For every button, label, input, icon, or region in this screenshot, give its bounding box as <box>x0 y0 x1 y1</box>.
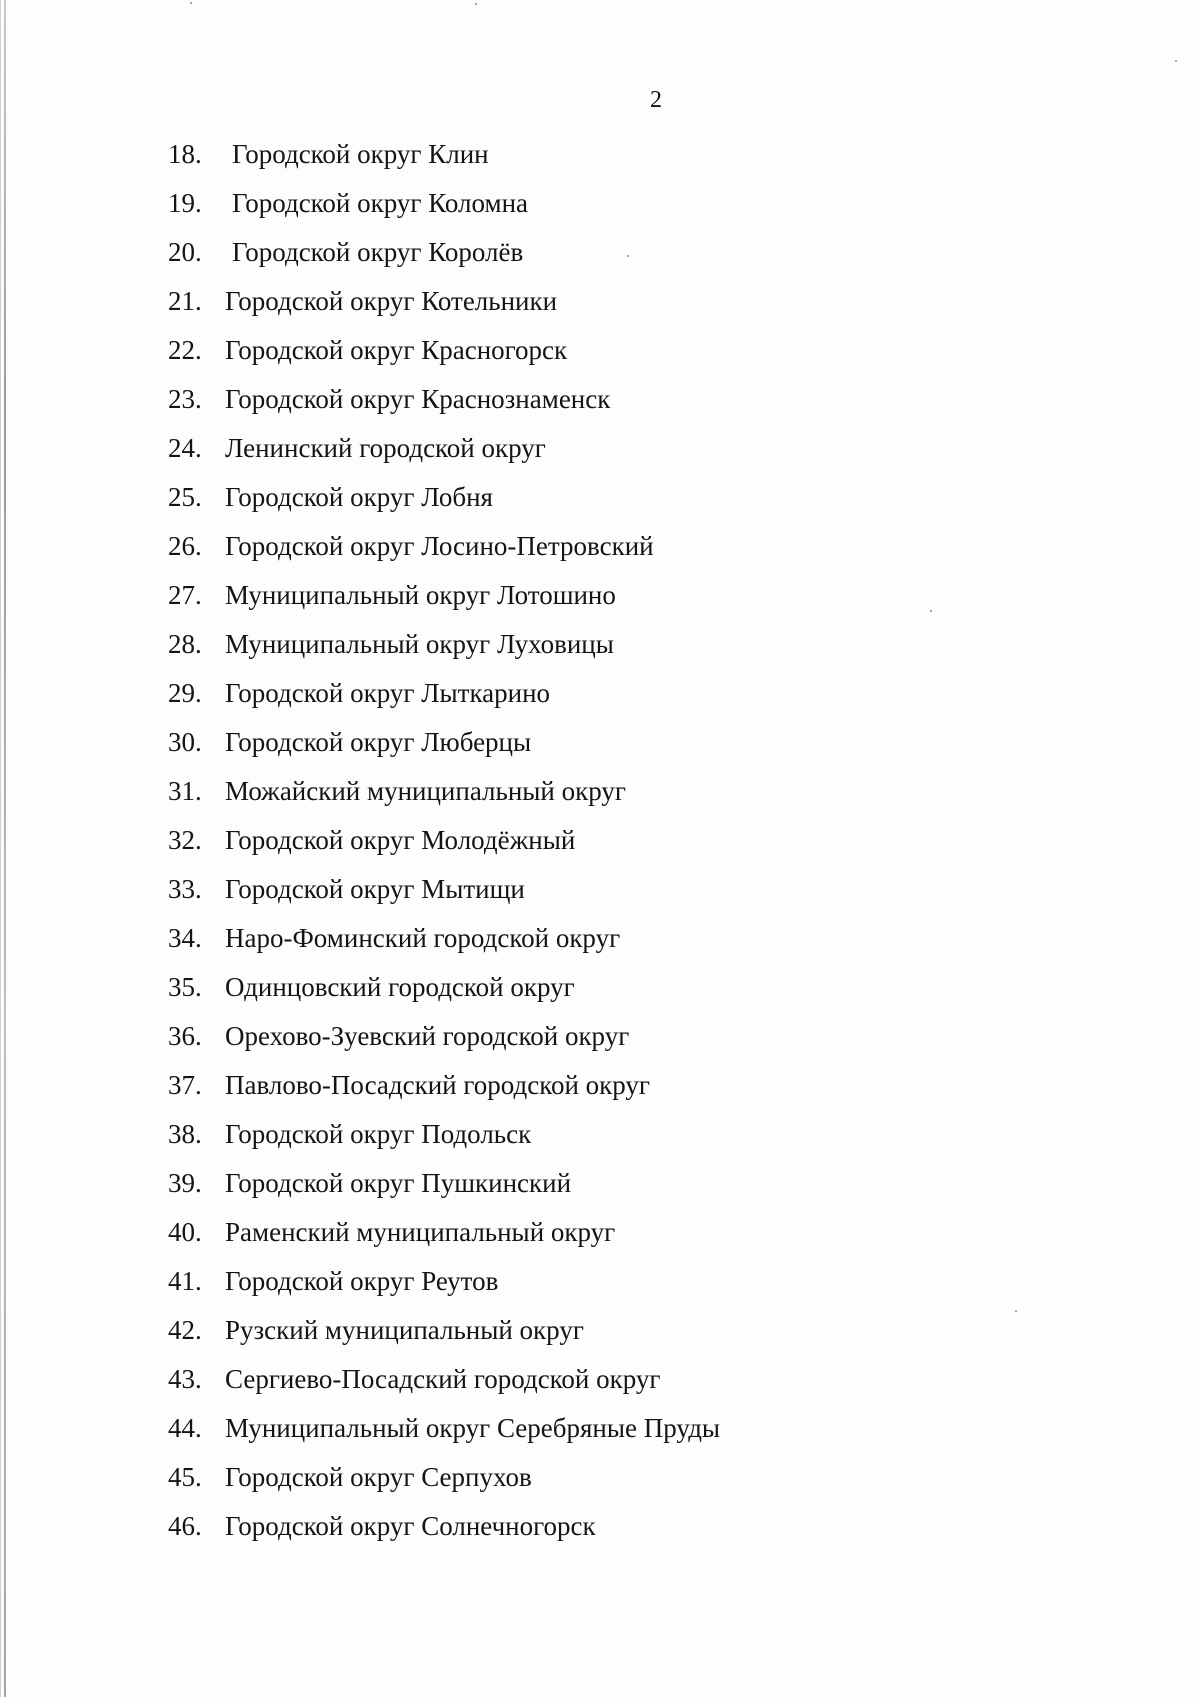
item-text: Городской округ Подольск <box>225 1119 532 1149</box>
item-number: 46. <box>168 1511 202 1541</box>
list-item <box>168 673 550 713</box>
list-item <box>168 575 616 615</box>
item-number: 33. <box>168 874 202 904</box>
scan-speck <box>1175 60 1177 62</box>
item-text: Городской округ Краснознаменск <box>225 384 611 414</box>
item-text: Павлово-Посадский городской округ <box>225 1070 650 1100</box>
scan-edge-line <box>0 0 1 1697</box>
item-text: Сергиево-Посадский городской округ <box>225 1364 661 1394</box>
list-item <box>168 477 493 517</box>
list-item <box>168 869 525 909</box>
item-number: 44. <box>168 1413 202 1443</box>
item-text: Городской округ Люберцы <box>225 727 532 757</box>
item-number: 27. <box>168 580 202 610</box>
item-text: Городской округ Молодёжный <box>225 825 576 855</box>
item-text: Одинцовский городской округ <box>225 972 575 1002</box>
list-item <box>168 771 626 811</box>
item-number: 42. <box>168 1315 202 1345</box>
item-text: Городской округ Котельники <box>225 286 558 316</box>
item-number: 41. <box>168 1266 202 1296</box>
item-number: 20. <box>168 237 202 267</box>
list-item <box>168 918 620 958</box>
item-text: Городской округ Пушкинский <box>225 1168 572 1198</box>
list-item <box>168 1212 615 1252</box>
item-number: 25. <box>168 482 202 512</box>
item-number: 21. <box>168 286 202 316</box>
item-number: 40. <box>168 1217 202 1247</box>
item-number: 18. <box>168 139 202 169</box>
item-text: Городской округ Мытищи <box>225 874 525 904</box>
list-item <box>168 428 546 468</box>
list-item <box>168 330 567 370</box>
list-item <box>168 1457 532 1497</box>
item-number: 23. <box>168 384 202 414</box>
scan-speck <box>475 3 477 5</box>
item-text: Муниципальный округ Луховицы <box>225 629 614 659</box>
item-text: Городской округ Клин <box>232 139 489 169</box>
item-text: Можайский муниципальный округ <box>225 776 626 806</box>
list-item <box>168 1310 584 1350</box>
item-text: Городской округ Лобня <box>225 482 493 512</box>
item-number: 32. <box>168 825 202 855</box>
list-item <box>168 1261 498 1301</box>
item-number: 37. <box>168 1070 202 1100</box>
page-number: 2 <box>650 87 662 113</box>
item-number: 26. <box>168 531 202 561</box>
scan-speck <box>627 255 629 257</box>
item-number: 39. <box>168 1168 202 1198</box>
item-text: Городской округ Коломна <box>232 188 528 218</box>
item-text: Городской округ Лосино-Петровский <box>225 531 654 561</box>
item-text: Рузский муниципальный округ <box>225 1315 584 1345</box>
item-text: Городской округ Королёв <box>232 237 524 267</box>
list-item <box>168 379 610 419</box>
list-item <box>168 820 575 860</box>
item-number: 43. <box>168 1364 202 1394</box>
item-text: Городской округ Лыткарино <box>225 678 551 708</box>
list-item <box>168 183 528 223</box>
list-item <box>168 624 614 664</box>
list-item <box>168 1114 531 1154</box>
scan-speck <box>190 2 192 4</box>
item-text: Раменский муниципальный округ <box>225 1217 616 1247</box>
item-number: 35. <box>168 972 202 1002</box>
item-number: 31. <box>168 776 202 806</box>
item-number: 29. <box>168 678 202 708</box>
list-item <box>168 1163 571 1203</box>
item-number: 36. <box>168 1021 202 1051</box>
scan-edge-shadow <box>4 0 6 1697</box>
item-number: 22. <box>168 335 202 365</box>
item-text: Орехово-Зуевский городской округ <box>225 1021 630 1051</box>
list-item <box>168 1016 629 1056</box>
item-text: Городской округ Серпухов <box>225 1462 532 1492</box>
item-number: 19. <box>168 188 202 218</box>
list-item <box>168 134 489 174</box>
item-number: 24. <box>168 433 202 463</box>
item-text: Городской округ Красногорск <box>225 335 568 365</box>
list-item <box>168 1408 720 1448</box>
item-number: 38. <box>168 1119 202 1149</box>
item-text: Ленинский городской округ <box>225 433 546 463</box>
list-item <box>168 526 654 566</box>
list-item <box>168 1065 650 1105</box>
item-number: 30. <box>168 727 202 757</box>
list-item <box>168 967 575 1007</box>
list-item <box>168 1506 596 1546</box>
item-text: Городской округ Солнечногорск <box>225 1511 596 1541</box>
scan-speck <box>1015 1310 1017 1312</box>
list-item <box>168 1359 660 1399</box>
item-number: 28. <box>168 629 202 659</box>
item-number: 45. <box>168 1462 202 1492</box>
list-item <box>168 722 531 762</box>
list-item <box>168 232 523 272</box>
scan-speck <box>930 610 932 612</box>
list-item <box>168 281 557 321</box>
item-text: Муниципальный округ Лотошино <box>225 580 616 610</box>
item-text: Городской округ Реутов <box>225 1266 499 1296</box>
item-text: Наро-Фоминский городской округ <box>225 923 621 953</box>
item-text: Муниципальный округ Серебряные Пруды <box>225 1413 721 1443</box>
item-number: 34. <box>168 923 202 953</box>
